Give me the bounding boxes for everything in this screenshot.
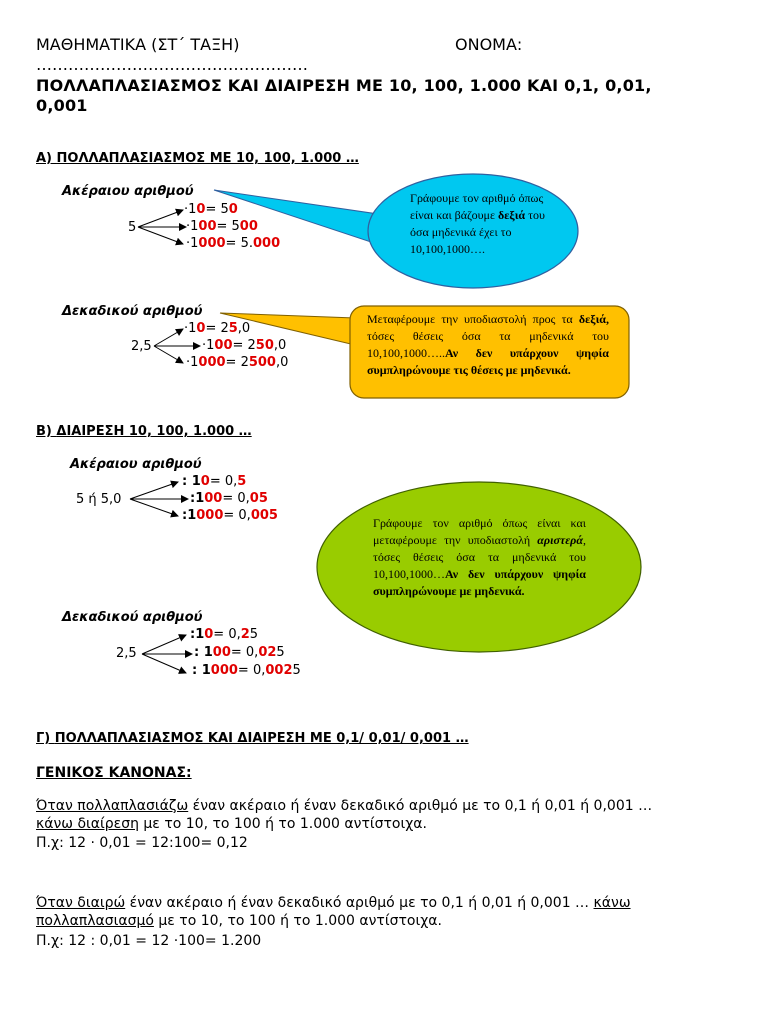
section-c-title: ΠΟΛΛΑΠΛΑΣΙΑΣΜΟΣ ΚΑΙ ΔΙΑΙΡΕΣΗ ΜΕ 0,1/ 0,01/ 0,001 … xyxy=(54,731,469,746)
a-int-row-1: ·10= 50 xyxy=(184,202,238,217)
a-dec-row-1: ·10= 25,0 xyxy=(184,321,251,336)
subject-header: ΜΑΘΗΜΑΤΙΚΑ (ΣΤ΄ ΤΑΞΗ) xyxy=(36,35,240,54)
a-dec-row-2: ·100= 250,0 xyxy=(202,338,287,353)
rule2-line1: Όταν διαιρώ έναν ακέραιο ή έναν δεκαδικό αριθμό με το 0,1 ή 0,01 ή 0,001 … κάνω xyxy=(36,895,631,911)
rule1-line1: Όταν πολλαπλασιάζω έναν ακέραιο ή έναν δεκαδικό αριθμό με το 0,1 ή 0,01 ή 0,001 … xyxy=(36,798,653,814)
b-dec-row-2: : 100= 0,025 xyxy=(194,645,285,660)
bubble-orange-text: Μεταφέρουμε την υποδιαστολή προς τα δεξιά, τόσες θέσεις όσα τα μηδενικά του 10,100,1000…..Αν δεν υπάρχουν ψηφία συμπληρώνουμε τις θέσεις με μηδενικά. xyxy=(367,312,609,377)
arrows-b-decimal xyxy=(142,635,192,673)
bubble-cyan-text: Γράφουμε τον αριθμό όπως είναι και βάζουμε δεξιά του όσα μηδενικά έχει το 10,100,1000…. xyxy=(410,191,545,256)
rule1-example: Π.χ: 12 · 0,01 = 12:100= 0,12 xyxy=(36,835,248,851)
a-int-row-2: ·100= 500 xyxy=(186,219,258,234)
rule2-line2: πολλαπλασιασμό με το 10, το 100 ή το 1.000 αντίστοιχα. xyxy=(36,913,442,929)
b-dec-row-1: :10= 0,25 xyxy=(190,627,259,642)
b-int-row-2: :100= 0,05 xyxy=(190,491,268,506)
name-dots: …………………………………………… xyxy=(36,55,308,74)
section-b-integer-base: 5 ή 5,0 xyxy=(76,492,122,507)
section-c-prefix: Γ) xyxy=(36,731,55,746)
section-a-decimal-label: Δεκαδικού αριθμού xyxy=(62,304,203,319)
general-rule-title: ΓΕΝΙΚΟΣ ΚΑΝΟΝΑΣ: xyxy=(36,765,192,781)
section-b-decimal-base: 2,5 xyxy=(116,646,137,661)
page-title-line2: 0,001 xyxy=(36,96,88,115)
section-b-title: ΔΙΑΙΡΕΣΗ 10, 100, 1.000 … xyxy=(56,424,252,439)
arrows-b-integer xyxy=(130,482,188,516)
section-a-decimal-base: 2,5 xyxy=(131,339,152,354)
section-b-prefix: Β) xyxy=(36,424,57,439)
a-dec-row-3: ·1000= 2500,0 xyxy=(186,355,289,370)
section-a-title: ΠΟΛΛΑΠΛΑΣΙΑΣΜΟΣ ΜΕ 10, 100, 1.000 … xyxy=(56,151,359,166)
name-label: ΟΝΟΜΑ: xyxy=(455,35,523,54)
section-a-prefix: Α) xyxy=(36,151,57,166)
b-int-row-3: :1000= 0,005 xyxy=(182,508,278,523)
section-b-decimal-label: Δεκαδικού αριθμού xyxy=(62,610,203,625)
section-c-heading xyxy=(36,731,469,746)
a-int-row-3: ·1000= 5.000 xyxy=(186,236,281,251)
arrows-a-integer xyxy=(138,210,186,244)
page-title-line1: ΠΟΛΛΑΠΛΑΣΙΑΣΜΟΣ ΚΑΙ ΔΙΑΙΡΕΣΗ ΜΕ 10, 100, 1.000 ΚΑΙ 0,1, 0,01, xyxy=(36,76,652,95)
rule1-line2: κάνω διαίρεση με το 10, το 100 ή το 1.000 αντίστοιχα. xyxy=(36,816,427,832)
rule2-example: Π.χ: 12 : 0,01 = 12 ·100= 1.200 xyxy=(36,933,262,949)
b-int-row-1: : 10= 0,5 xyxy=(182,474,247,489)
section-b-integer-label: Ακέραιου αριθμού xyxy=(70,457,202,472)
bubble-green-text: Γράφουμε τον αριθμό όπως είναι και μεταφέρουμε την υποδιαστολή αριστερά, τόσες θέσεις όσα τα μηδενικά του 10,100,1000…Αν δεν υπάρχουν ψηφία συμπληρώνουμε με μηδενικά. xyxy=(373,516,586,598)
section-a-heading xyxy=(36,151,359,166)
section-a-integer-base: 5 xyxy=(128,220,137,235)
b-dec-row-3: : 1000= 0,0025 xyxy=(192,663,301,678)
section-a-integer-label: Ακέραιου αριθμού xyxy=(62,184,194,199)
section-b-heading xyxy=(36,424,252,439)
